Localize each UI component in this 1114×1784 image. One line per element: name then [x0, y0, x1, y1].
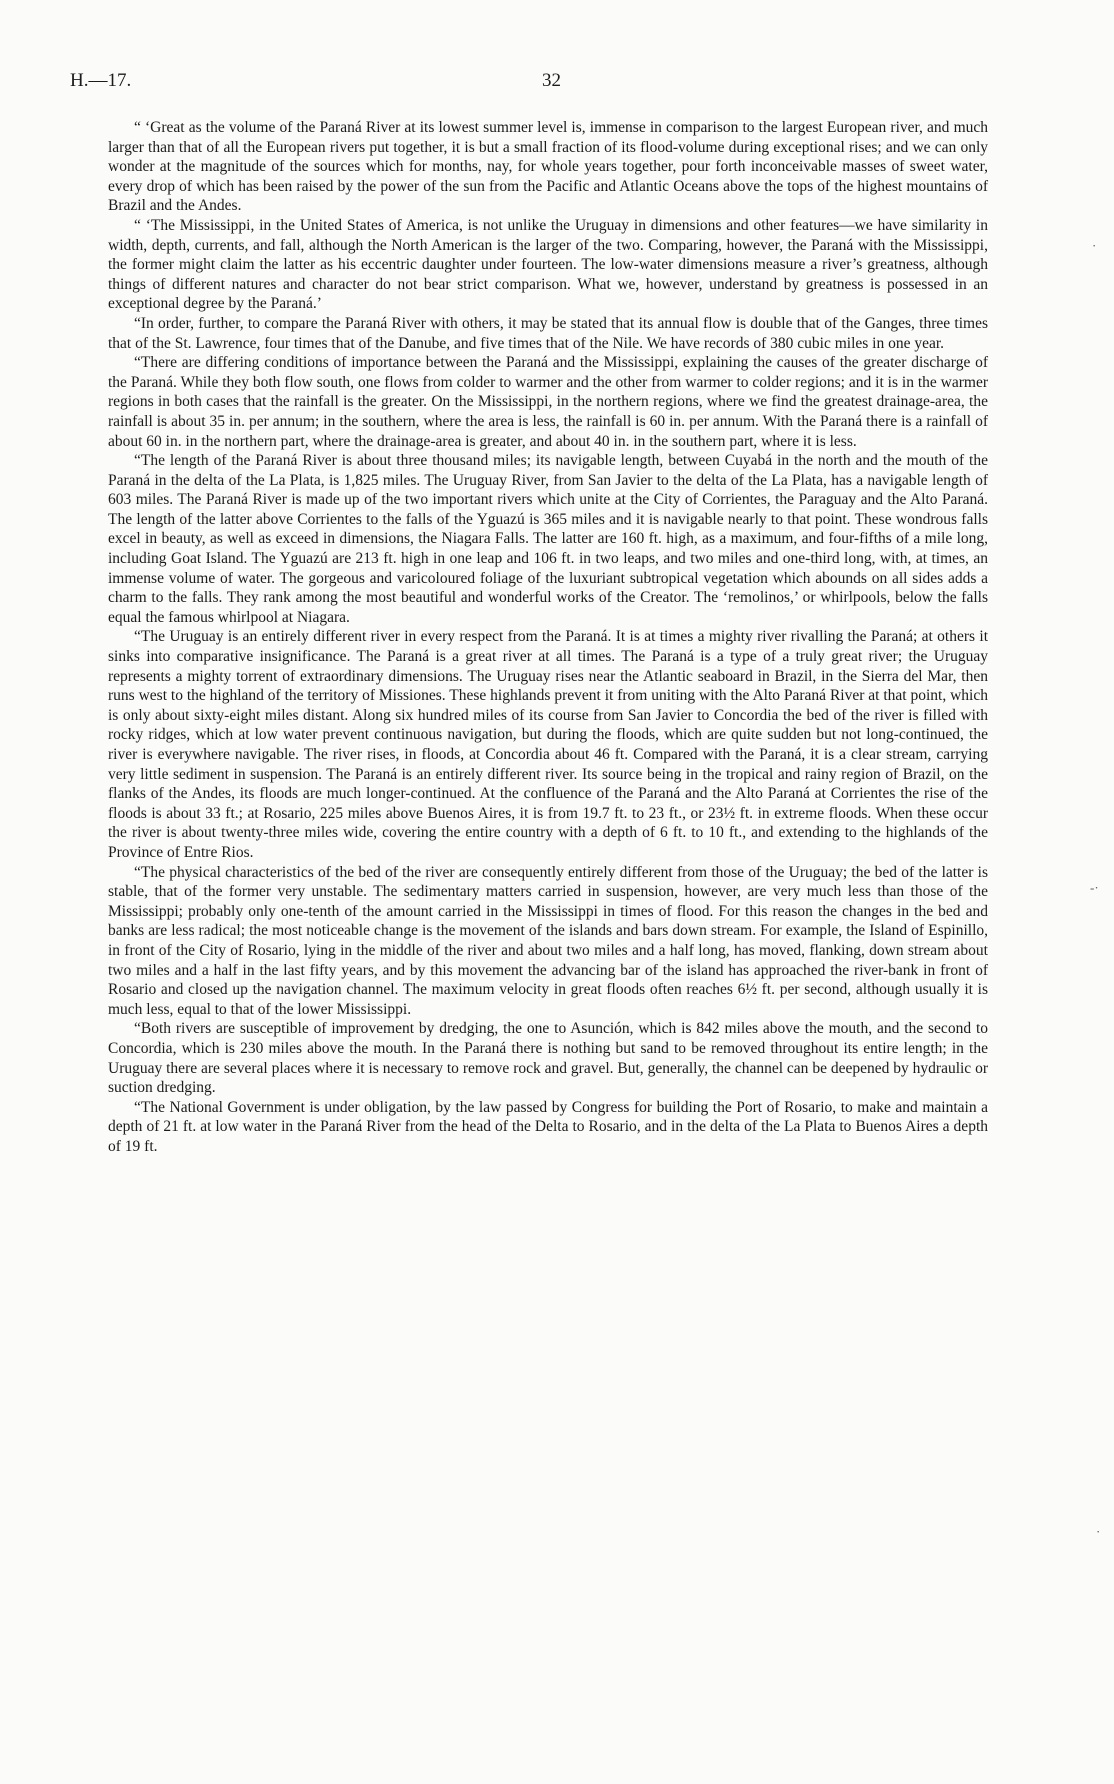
paragraph: “The physical characteristics of the bed of the river are consequently entirely different from those of the Uruguay; the bed of the latter is stable, that of the former very unstable. The sedimentary matters carried in suspension, however, are very much less than those of the Mississippi; probably only one-tenth of the amount carried in the Mississippi in times of flood. For this reason the changes in the bed and banks are less radical; the most noticeable change is the movement of the islands and bars down stream. For example, the Island of Espinillo, in front of the City of Rosario, lying in the middle of the river and about two miles and a half long, has moved, flanking, down stream about two miles and a half in the last fifty years, and by this movement the advancing bar of the island has approached the river-bank in front of Rosario and closed up the navigation channel. The maximum velocity in great floods often reaches 6½ ft. per second, although usually it is much less, equal to that of the lower Mississippi.: [108, 863, 988, 1018]
paragraph: “ ‘The Mississippi, in the United States of America, is not unlike the Uruguay in dimensions and other features—we have similarity in width, depth, currents, and fall, although the North American is the larger of the two. Comparing, however, the Paraná with the Mississippi, the former might claim the latter as his eccentric daughter under fourteen. The low-water dimensions measure a river’s greatness, although things of different natures and character do not bear strict comparison. What we, however, understand by greatness is possessed in an exceptional degree by the Paraná.’: [108, 216, 988, 313]
paragraph: “The National Government is under obligation, by the law passed by Congress for building the Port of Rosario, to make and maintain a depth of 21 ft. at low water in the Paraná River from the head of the Delta to Rosario, and in the delta of the La Plata to Buenos Aires a depth of 19 ft.: [108, 1098, 988, 1155]
paragraph: “There are differing conditions of importance between the Paraná and the Mississippi, explaining the causes of the greater discharge of the Paraná. While they both flow south, one flows from colder to warmer and the other from warmer to colder regions; and it is in the warmer regions in both cases that the rainfall is the greater. On the Mississippi, in the northern regions, where we find the greatest drainage-area, the rainfall is about 35 in. per annum; in the southern, where the area is less, the rainfall is 60 in. per annum. With the Paraná there is a rainfall of about 60 in. in the northern part, where the drainage-area is greater, and about 40 in. in the southern part, where it is less.: [108, 354, 988, 450]
page-number: 32: [542, 70, 561, 91]
paragraph: “The length of the Paraná River is about three thousand miles; its navigable length, between Cuyabá in the north and the mouth of the Paraná in the delta of the La Plata, is 1,825 miles. The Uruguay River, from San Javier to the delta of the La Plata, has a navigable length of 603 miles. The Paraná River is made up of the two important rivers which unite at the City of Corrientes, the Paraguay and the Alto Paraná. The length of the latter above Corrientes to the falls of the Yguazú is 365 miles and it is navigable nearly to that point. These wondrous falls excel in beauty, as well as exceed in dimensions, the Niagara Falls. The latter are 160 ft. high, as a maximum, and four-fifths of a mile long, including Goat Island. The Yguazú are 213 ft. high in one leap and 106 ft. in two leaps, and two miles and one-third long, with, at times, an immense volume of water. The gorgeous and varicoloured foliage of the luxuriant subtropical vegetation which abounds on all sides adds a charm to the falls. They rank among the most beautiful and wonderful works of the Creator. The ‘remolinos,’ or whirlpools, below the falls equal the famous whirlpool at Niagara.: [108, 452, 988, 626]
body-text: [108, 118, 988, 1156]
margin-speck: ·: [1092, 238, 1097, 253]
document-reference: H.—17.: [70, 70, 132, 91]
paragraph: “Both rivers are susceptible of improvement by dredging, the one to Asunción, which is 842 miles above the mouth, and the second to Concordia, which is 230 miles above the mouth. In the Paraná there is nothing but sand to be removed throughout its entire length; in the Uruguay there are several places where it is necessary to remove rock and gravel. But, generally, the channel can be deepened by hydraulic or suction dredging.: [108, 1020, 988, 1097]
margin-speck: ·: [1096, 1524, 1101, 1539]
paragraph: “The Uruguay is an entirely different river in every respect from the Paraná. It is at times a mighty river rivalling the Paraná; at others it sinks into comparative insignificance. The Paraná is a great river at all times. The Paraná is a type of a truly great river; the Uruguay represents a mighty torrent of extraordinary dimensions. The Uruguay rises near the Atlantic seaboard in Brazil, in the Sierra del Mar, then runs west to the highland of the territory of Missiones. These highlands prevent it from uniting with the Alto Paraná River at that point, which is only about sixty-eight miles distant. Along six hundred miles of its course from San Javier to Concordia the bed of the river is filled with rocky ridges, which at low water prevent continuous navigation, but during the floods, which are quite sudden but not long-continued, the river is everywhere navigable. The river rises, in floods, at Concordia about 46 ft. Compared with the Paraná, it is a clear stream, carrying very little sediment in suspension. The Paraná is an entirely different river. Its source being in the tropical and rainy region of Brazil, on the flanks of the Andes, its floods are much longer-continued. At the confluence of the Paraná and the Alto Paraná at Corrientes the rise of the floods is about 33 ft.; at Rosario, 225 miles above Buenos Aires, it is from 19.7 ft. to 23 ft., or 23½ ft. in extreme floods. When these occur the river is about twenty-three miles wide, covering the entire country with a depth of 6 ft. to 10 ft., and extending to the highlands of the Province of Entre Rios.: [108, 628, 988, 861]
paragraph: “In order, further, to compare the Paraná River with others, it may be stated that its annual flow is double that of the Ganges, three times that of the St. Lawrence, four times that of the Danube, and five times that of the Nile. We have records of 380 cubic miles in one year.: [108, 314, 988, 352]
margin-speck: -·: [1090, 880, 1099, 895]
page-header: [70, 70, 970, 94]
paragraph: “ ‘Great as the volume of the Paraná River at its lowest summer level is, immense in comparison to the largest European river, and much larger than that of all the European rivers put together, it is but a small fraction of its flood-volume during exceptional rises; and we can only wonder at the magnitude of the sources which for months, nay, for whole years together, pour forth inconceivable masses of sweet water, every drop of which has been raised by the power of the sun from the Pacific and Atlantic Oceans above the tops of the highest mountains of Brazil and the Andes.: [108, 119, 988, 215]
